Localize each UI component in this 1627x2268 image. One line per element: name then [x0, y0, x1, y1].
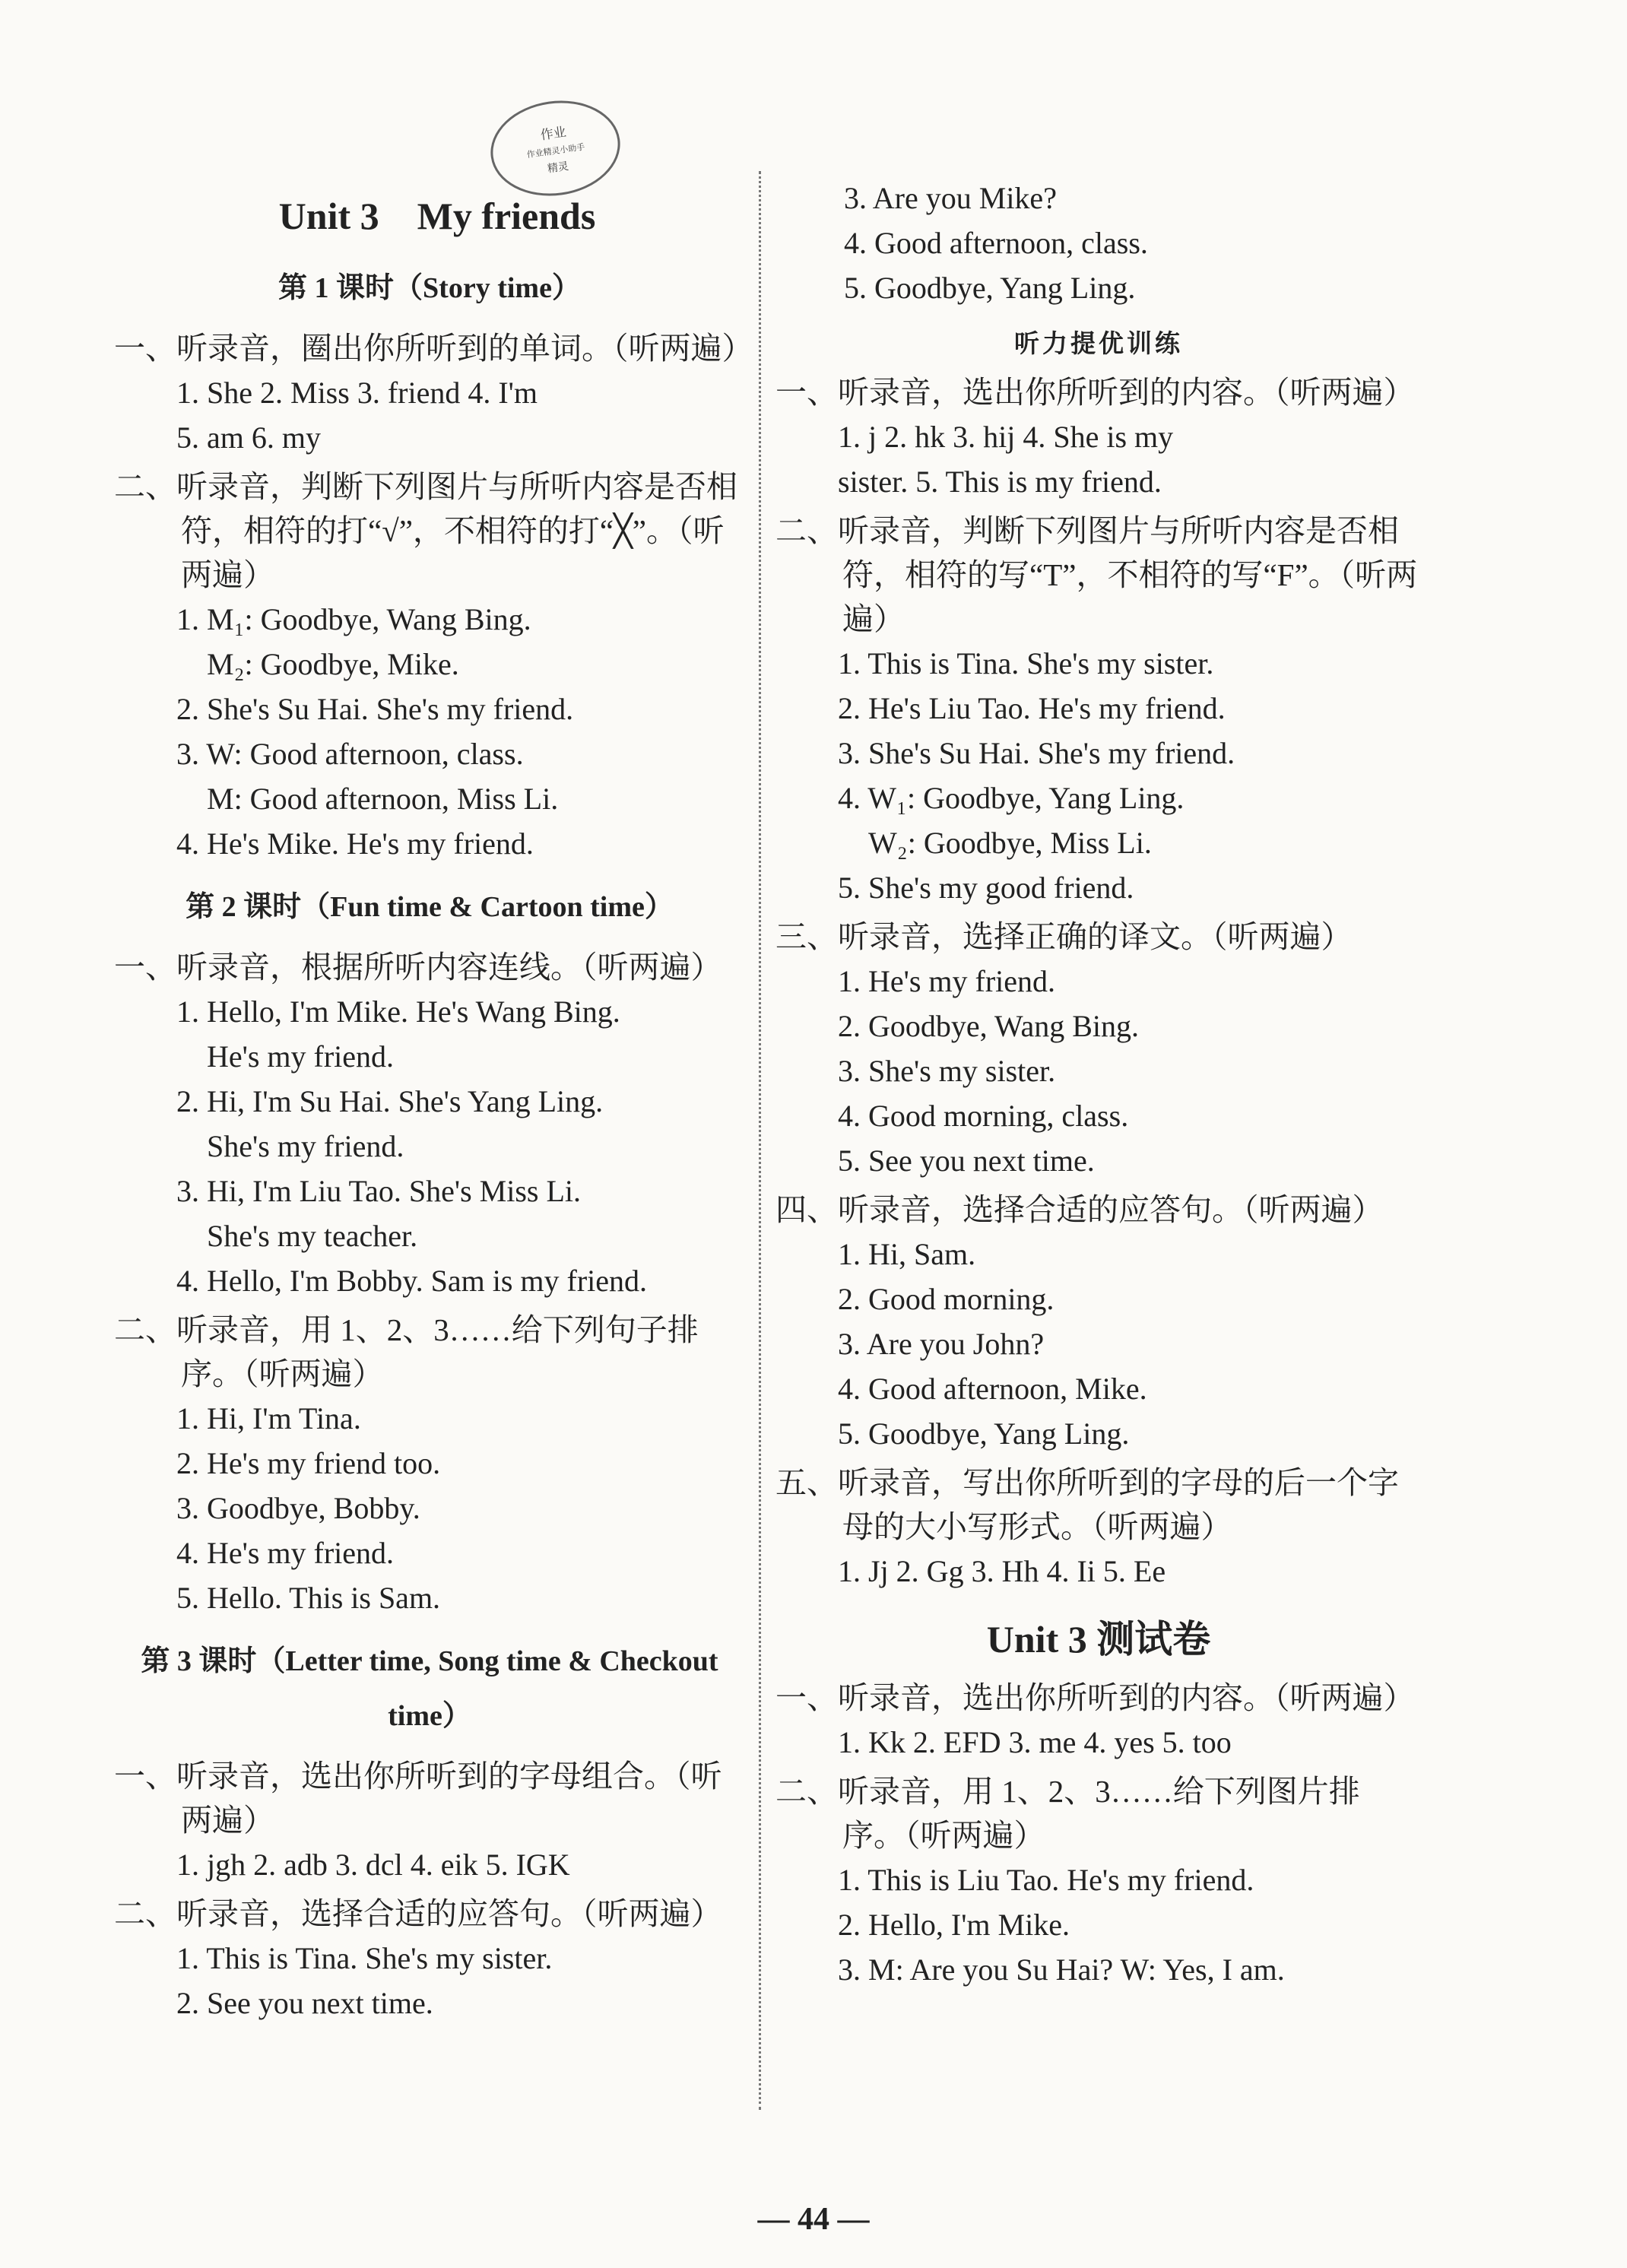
question: [114, 945, 745, 1303]
answer-line: 1. jgh 2. adb 3. dcl 4. eik 5. IGK: [176, 1848, 570, 1882]
answer-line: 4. Good morning, class.: [838, 1099, 1129, 1133]
lesson-title: 第 1 课时（Story time）: [278, 272, 581, 304]
answer-block: [775, 1857, 1422, 1992]
answer-line: 1. She 2. Miss 3. friend 4. I'm: [176, 376, 538, 410]
answer-line: She's my teacher.: [207, 1219, 418, 1253]
answer-block: [114, 597, 745, 866]
question-heading: 二、听录音，判断下列图片与所听内容是否相符，相符的打“√”，不相符的打“╳”。（听两遍）: [114, 469, 737, 592]
answer-line: 1. j 2. hk 3. hij 4. She is my: [838, 420, 1174, 454]
page-number: — 44 —: [757, 2202, 870, 2237]
lesson-title: 第 2 课时（Fun time & Cartoon time）: [186, 891, 674, 923]
answer-line: 3. W: Good afternoon, class.: [176, 737, 524, 771]
answer-block: [114, 1396, 745, 1620]
answer-line: 4. He's Mike. He's my friend.: [176, 826, 534, 861]
answer-line: 2. Goodbye, Wang Bing.: [838, 1009, 1140, 1043]
answer-line: 1. Hi, I'm Tina.: [176, 1401, 361, 1435]
question: [775, 1769, 1422, 1992]
answer-line: 3. She's my sister.: [838, 1054, 1056, 1088]
section-title: 听力提优训练: [1014, 331, 1183, 358]
answer-line: 1. He's my friend.: [838, 964, 1056, 998]
question-heading: 一、听录音，圈出你所听到的单词。（听两遍）: [114, 331, 753, 366]
answer-block: [775, 414, 1422, 504]
question-heading: 二、听录音，用 1、2、3……给下列图片排序。（听两遍）: [775, 1774, 1360, 1853]
answer-line: 2. Good morning.: [838, 1282, 1055, 1316]
answer-line: M: Good afternoon, Miss Li.: [207, 782, 559, 816]
answer-line: 3. Are you Mike?: [844, 181, 1057, 215]
answer-line: 5. Hello. This is Sam.: [176, 1581, 441, 1615]
answer-line: He's my friend.: [207, 1039, 395, 1074]
answer-line: 1. Hello, I'm Mike. He's Wang Bing.: [176, 994, 620, 1029]
question-heading: 一、听录音，选出你所听到的内容。（听两遍）: [775, 1680, 1415, 1715]
answer-line: 1. This is Tina. She's my sister.: [176, 1941, 553, 1975]
column-divider: [759, 171, 761, 2110]
answer-line: 3. Are you John?: [838, 1327, 1045, 1361]
question: [775, 1461, 1422, 1594]
answer-line: 5. Goodbye, Yang Ling.: [838, 1416, 1130, 1451]
answer-line: 1. Kk 2. EFD 3. me 4. yes 5. too: [838, 1725, 1232, 1759]
question-heading: 五、听录音，写出你所听到的字母的后一个字母的大小写形式。（听两遍）: [775, 1465, 1399, 1544]
answer-line: 4. Good afternoon, Mike.: [838, 1372, 1147, 1406]
answer-block: [114, 989, 745, 1303]
answer-block: [114, 1842, 745, 1887]
answer-line: 2. Hello, I'm Mike.: [838, 1908, 1070, 1942]
question: [114, 1892, 745, 2025]
answer-block: [775, 641, 1422, 910]
left-column: [114, 152, 753, 2025]
question-continuation: [775, 176, 1422, 310]
question-heading: 二、听录音，判断下列图片与所听内容是否相符，相符的写“T”，不相符的写“F”。（听两遍）: [775, 513, 1418, 636]
question: [775, 915, 1422, 1183]
question-heading: 四、听录音，选择合适的应答句。（听两遍）: [775, 1192, 1384, 1227]
answer-block: [775, 1549, 1422, 1594]
question: [775, 370, 1422, 504]
answer-line: 1. M₁: Goodbye, Wang Bing.: [176, 602, 531, 636]
answer-block: [114, 370, 745, 460]
question: [775, 1676, 1422, 1765]
question-heading: 一、听录音，选出你所听到的字母组合。（听两遍）: [114, 1759, 722, 1838]
test-title: Unit 3 测试卷: [986, 1618, 1211, 1661]
question: [775, 509, 1422, 910]
answer-line: W₂: Goodbye, Miss Li.: [868, 826, 1152, 860]
answer-line: 3. Goodbye, Bobby.: [176, 1491, 420, 1525]
lesson-title: 第 3 课时（Letter time, Song time & Checkout time）: [141, 1645, 718, 1732]
question: [114, 1308, 745, 1620]
question: [114, 326, 753, 460]
question-heading: 三、听录音，选择正确的译文。（听两遍）: [775, 919, 1353, 954]
question: [775, 1188, 1422, 1456]
answer-line: 2. See you next time.: [176, 1986, 433, 2020]
answer-line: 5. She's my good friend.: [838, 871, 1134, 905]
answer-line: 4. He's my friend.: [176, 1536, 395, 1570]
answer-line: She's my friend.: [207, 1129, 404, 1163]
answer-line: 2. She's Su Hai. She's my friend.: [176, 692, 574, 726]
question-heading: 一、听录音，根据所听内容连线。（听两遍）: [114, 950, 722, 985]
answer-line: 4. Good afternoon, class.: [844, 226, 1148, 260]
answer-line: 5. See you next time.: [838, 1144, 1095, 1178]
question-heading: 二、听录音，用 1、2、3……给下列句子排序。（听两遍）: [114, 1312, 699, 1391]
answer-line: 1. This is Liu Tao. He's my friend.: [838, 1863, 1254, 1897]
question-heading: 一、听录音，选出你所听到的内容。（听两遍）: [775, 375, 1415, 410]
stamp-logo: 作业 作业精灵小助手 精灵: [484, 93, 626, 205]
answer-line: 4. Hello, I'm Bobby. Sam is my friend.: [176, 1264, 648, 1298]
answer-block: [775, 176, 1422, 310]
answer-line: 2. He's my friend too.: [176, 1446, 441, 1480]
answer-block: [775, 959, 1422, 1183]
answer-block: [775, 1232, 1422, 1456]
answer-line: 1. Hi, Sam.: [838, 1237, 976, 1271]
unit-title: Unit 3 My friends: [278, 195, 596, 237]
answer-line: 1. Jj 2. Gg 3. Hh 4. Ii 5. Ee: [838, 1554, 1166, 1588]
answer-block: [775, 1720, 1422, 1765]
right-column: [775, 171, 1422, 1992]
question-heading: 二、听录音，选择合适的应答句。（听两遍）: [114, 1896, 722, 1931]
question: [114, 465, 745, 866]
answer-line: 3. Hi, I'm Liu Tao. She's Miss Li.: [176, 1174, 581, 1208]
answer-line: 5. am 6. my: [176, 420, 321, 455]
answer-block: [114, 1936, 745, 2025]
answer-line: 1. This is Tina. She's my sister.: [838, 646, 1214, 680]
answer-line: 2. Hi, I'm Su Hai. She's Yang Ling.: [176, 1084, 604, 1118]
answer-line: 4. W₁: Goodbye, Yang Ling.: [838, 781, 1185, 815]
answer-line: 5. Goodbye, Yang Ling.: [844, 271, 1136, 305]
answer-line: M₂: Goodbye, Mike.: [207, 647, 459, 681]
answer-line: 3. She's Su Hai. She's my friend.: [838, 736, 1235, 770]
answer-line: sister. 5. This is my friend.: [838, 465, 1162, 499]
question: [114, 1754, 745, 1887]
answer-line: 2. He's Liu Tao. He's my friend.: [838, 691, 1226, 725]
answer-line: 3. M: Are you Su Hai? W: Yes, I am.: [838, 1952, 1285, 1987]
